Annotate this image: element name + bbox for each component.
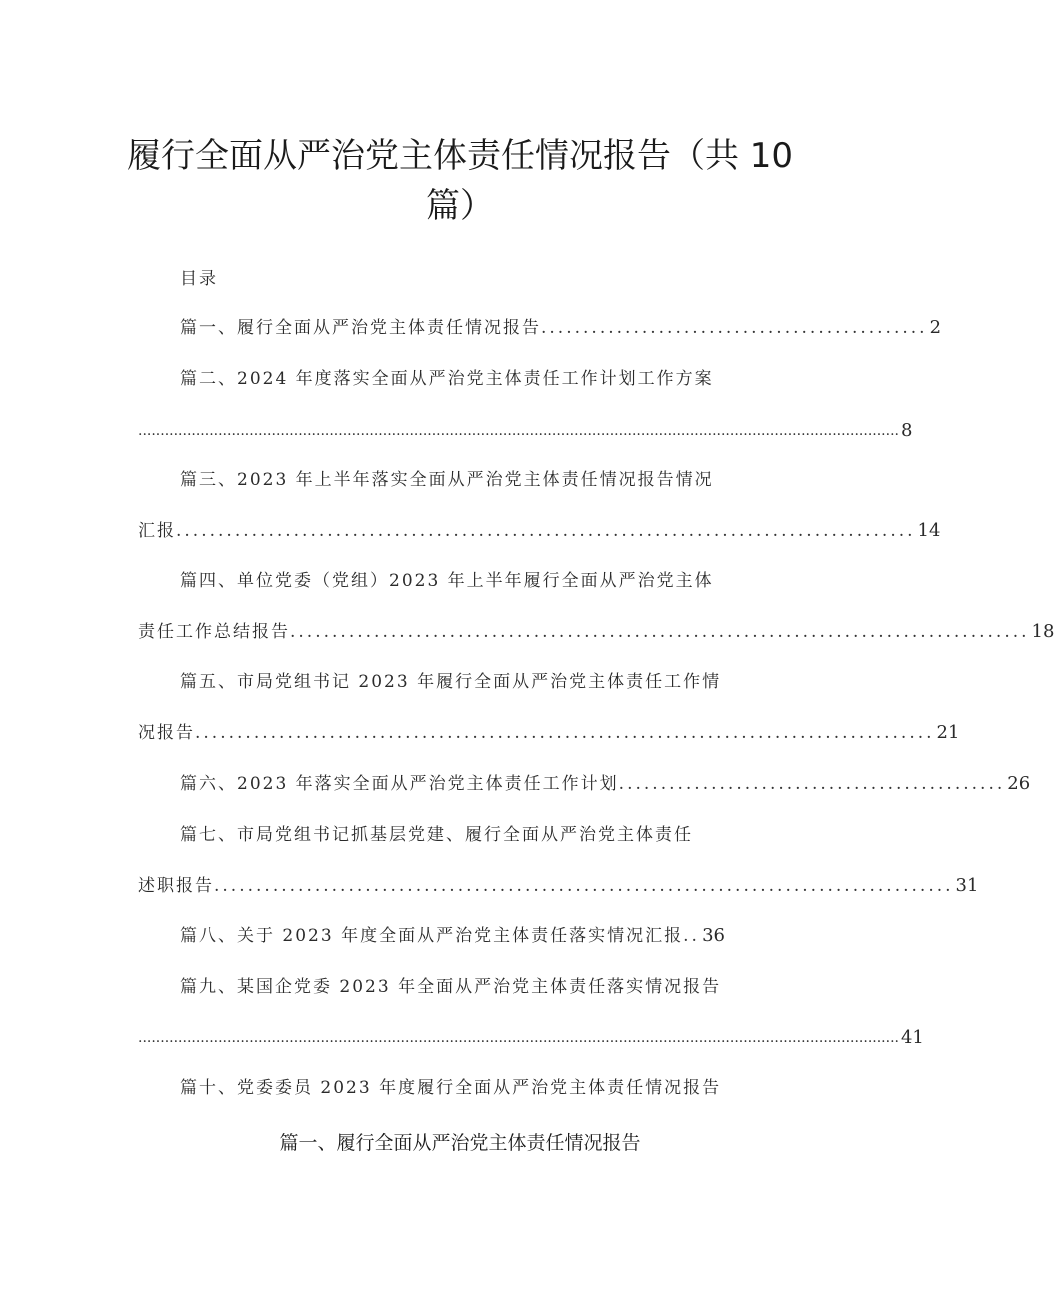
toc-entry[interactable] bbox=[180, 316, 942, 340]
toc-entry[interactable] bbox=[180, 924, 725, 948]
toc-entry-continuation[interactable] bbox=[138, 1026, 924, 1050]
toc-entry-text: 述职报告 bbox=[138, 876, 214, 896]
toc-entry-continuation[interactable] bbox=[138, 620, 1054, 644]
toc-leader-dots: ........................................................................................ bbox=[176, 521, 916, 541]
toc-page-number: 31 bbox=[955, 875, 979, 896]
document-title-line2: 篇） bbox=[426, 186, 494, 226]
toc-entry-text: 汇报 bbox=[138, 521, 176, 541]
toc-page-number: 14 bbox=[917, 520, 941, 541]
toc-page-number: 18 bbox=[1031, 621, 1054, 642]
toc-heading: 目录 bbox=[180, 269, 218, 289]
toc-entry-text: 况报告 bbox=[138, 723, 195, 743]
toc-leader-dots: ........................................................................................ bbox=[214, 876, 954, 896]
toc-leader-dots: .. bbox=[683, 926, 700, 946]
toc-entry-text[interactable]: 篇四、单位党委（党组）2023 年上半年履行全面从严治党主体 bbox=[180, 571, 714, 591]
section-heading: 篇一、履行全面从严治党主体责任情况报告 bbox=[279, 1132, 641, 1154]
toc-entry-text[interactable]: 篇三、2023 年上半年落实全面从严治党主体责任情况报告情况 bbox=[180, 470, 714, 490]
toc-entry-text: 篇八、关于 2023 年度全面从严治党主体责任落实情况汇报 bbox=[180, 926, 684, 946]
toc-leader-dots: .............................................. bbox=[541, 318, 928, 338]
toc-leader-dots: .............................................. bbox=[618, 774, 1006, 794]
toc-entry-text[interactable]: 篇九、某国企党委 2023 年全面从严治党主体责任落实情况报告 bbox=[180, 977, 722, 997]
toc-entry-text: 篇一、履行全面从严治党主体责任情况报告 bbox=[180, 318, 541, 338]
toc-entry-continuation[interactable] bbox=[138, 419, 913, 443]
toc-entry[interactable] bbox=[180, 772, 1031, 796]
toc-entry-text: 篇六、2023 年落实全面从严治党主体责任工作计划 bbox=[180, 774, 619, 794]
toc-page-number: 21 bbox=[936, 722, 960, 743]
toc-leader-dots: ........................................................................................ bbox=[290, 622, 1030, 642]
toc-page-number: 36 bbox=[702, 925, 725, 946]
toc-page-number: 2 bbox=[929, 317, 942, 338]
toc-entry-text[interactable]: 篇五、市局党组书记 2023 年履行全面从严治党主体责任工作情 bbox=[180, 672, 722, 692]
toc-entry-text[interactable]: 篇七、市局党组书记抓基层党建、履行全面从严治党主体责任 bbox=[180, 825, 693, 845]
toc-entry-continuation[interactable] bbox=[138, 519, 941, 543]
toc-entry-continuation[interactable] bbox=[138, 874, 979, 898]
toc-page-number: 41 bbox=[900, 1027, 924, 1048]
document-title-line1: 履行全面从严治党主体责任情况报告（共 10 bbox=[126, 136, 794, 176]
toc-leader-dots: ........................................................................................ bbox=[195, 723, 935, 743]
toc-entry-text[interactable]: 篇十、党委委员 2023 年度履行全面从严治党主体责任情况报告 bbox=[180, 1078, 722, 1098]
toc-entry-text[interactable]: 篇二、2024 年度落实全面从严治党主体责任工作计划工作方案 bbox=[180, 369, 714, 389]
toc-page-number: 8 bbox=[900, 420, 913, 441]
toc-page-number: 26 bbox=[1007, 773, 1031, 794]
toc-leader-dots: ........................................................................................................................................................................... bbox=[138, 423, 899, 439]
toc-entry-continuation[interactable] bbox=[138, 721, 960, 745]
toc-entry-text: 责任工作总结报告 bbox=[138, 622, 290, 642]
toc-leader-dots: ........................................................................................................................................................................... bbox=[138, 1030, 899, 1046]
